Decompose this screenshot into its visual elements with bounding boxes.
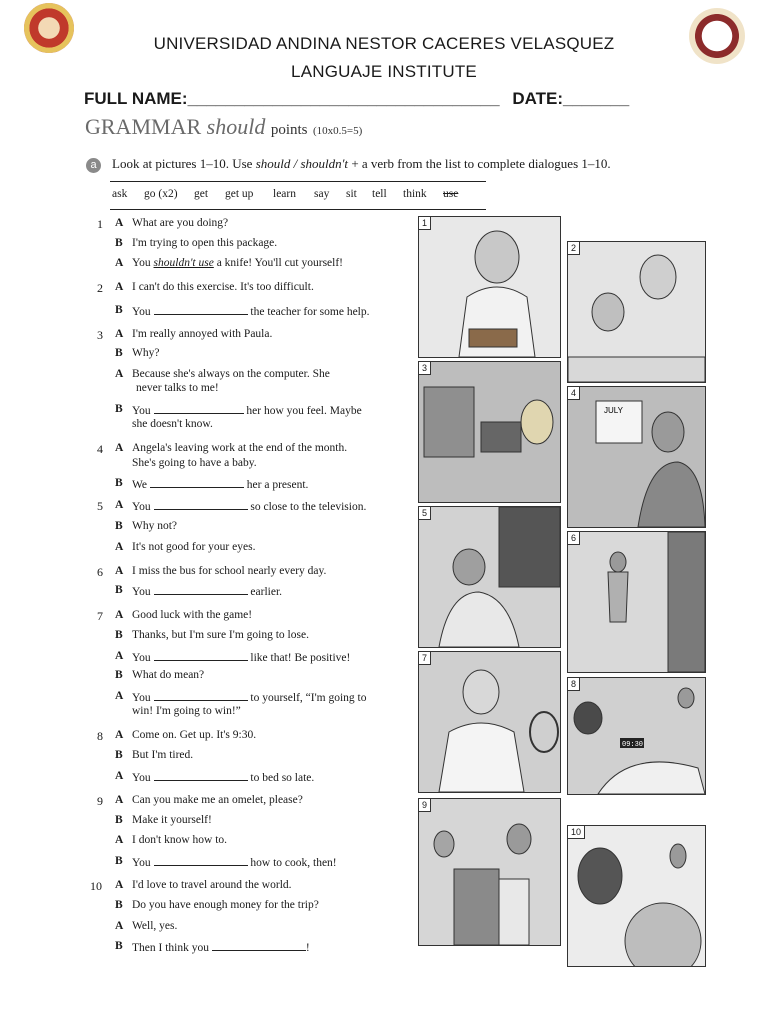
word-item: sit — [346, 188, 357, 200]
dialogue-number: 3 — [97, 328, 103, 342]
full-name-label: FULL NAME: — [84, 89, 188, 108]
dialogue-line: You like that! Be positive! — [132, 652, 351, 664]
speaker-b: B — [115, 347, 123, 359]
speaker-a: A — [115, 770, 124, 782]
dialogue-line: Come on. Get up. It's 9:30. — [132, 729, 257, 741]
answer-blank[interactable] — [154, 584, 248, 595]
word-item: get up — [225, 188, 254, 200]
dialogue-number: 7 — [97, 609, 103, 623]
dialogue-line: She's going to have a baby. — [132, 457, 257, 469]
answer-blank[interactable] — [154, 304, 248, 315]
dialogue-line: I'm really annoyed with Paula. — [132, 328, 273, 340]
picture-9 — [418, 798, 561, 946]
picture-label: 8 — [568, 678, 580, 691]
speaker-a: A — [115, 217, 124, 229]
speaker-a: A — [115, 499, 124, 511]
name-date-line — [84, 89, 629, 109]
picture-6 — [567, 531, 706, 673]
word-item: get — [194, 188, 209, 200]
dialogue-line: You the teacher for some help. — [132, 306, 370, 318]
exercise-badge: a — [86, 158, 101, 173]
answer-blank[interactable] — [154, 690, 248, 701]
speaker-a: A — [115, 609, 124, 621]
example-answer: shouldn't use — [153, 257, 214, 269]
word-item: go (x2) — [144, 188, 178, 200]
answer-blank[interactable] — [154, 770, 248, 781]
picture-7 — [418, 651, 561, 793]
dialogue-line: You earlier. — [132, 586, 283, 598]
girl-running-bus-illustration — [568, 532, 705, 672]
picture-label: 2 — [568, 242, 580, 255]
word-item: ask — [112, 188, 128, 200]
dialogue-line: Can you make me an omelet, please? — [132, 794, 303, 806]
speaker-a: A — [115, 442, 124, 454]
exercise-instruction — [112, 156, 611, 172]
word-list-box — [110, 181, 486, 210]
word-item: say — [314, 188, 330, 200]
speaker-a: A — [115, 650, 124, 662]
speaker-b: B — [115, 899, 123, 911]
speaker-b: B — [115, 304, 123, 316]
dialogue-line: I don't know how to. — [132, 834, 228, 846]
student-homework-illustration — [568, 242, 705, 382]
answer-blank[interactable] — [154, 650, 248, 661]
speaker-a: A — [115, 328, 124, 340]
dialogue-line: I'd love to travel around the world. — [132, 879, 292, 891]
dialogue-number: 1 — [97, 217, 103, 231]
speaker-b: B — [115, 477, 123, 489]
dialogue-number: 4 — [97, 442, 103, 456]
answer-blank[interactable] — [154, 855, 248, 866]
picture-label: 7 — [419, 652, 431, 665]
speaker-a: A — [115, 794, 124, 806]
dialogue-line: Well, yes. — [132, 920, 178, 932]
picture-1 — [418, 216, 561, 358]
boy-tennis-racket-illustration — [419, 652, 560, 792]
girl-watching-tv-illustration — [419, 507, 560, 647]
answer-blank[interactable] — [150, 477, 244, 488]
speaker-b: B — [115, 855, 123, 867]
dialogue-line: It's not good for your eyes. — [132, 541, 256, 553]
dialogue-line: What are you doing? — [132, 217, 229, 229]
speaker-a: A — [115, 920, 124, 932]
speaker-a: A — [115, 541, 124, 553]
speaker-a: A — [115, 879, 124, 891]
answer-blank[interactable] — [154, 403, 244, 414]
dialogue-line: Because she's always on the computer. She — [132, 368, 330, 380]
dialogue-line: Good luck with the game! — [132, 609, 253, 621]
dialogue-line: You shouldn't use a knife! You'll cut yourself! — [132, 257, 344, 269]
speaker-b: B — [115, 520, 123, 532]
calendar-month: JULY — [604, 406, 623, 415]
dialogue-number: 9 — [97, 794, 103, 808]
word-item: learn — [273, 188, 296, 200]
dialogue-line: You her how you feel. Maybe — [132, 405, 362, 417]
dialogue-number: 10 — [90, 879, 102, 893]
picture-label: 9 — [419, 799, 431, 812]
date-label: DATE: — [512, 89, 563, 108]
speaker-a: A — [115, 281, 124, 293]
speaker-b: B — [115, 749, 123, 761]
section-title — [85, 114, 362, 140]
university-name: UNIVERSIDAD ANDINA NESTOR CACERES VELASQUEZ — [153, 34, 615, 53]
picture-label: 5 — [419, 507, 431, 520]
speaker-b: B — [115, 940, 123, 952]
dialogue-line: You to bed so late. — [132, 772, 315, 784]
date-blank[interactable]: _______ — [563, 89, 630, 108]
dialogue-line: You to yourself, “I'm going to — [132, 692, 367, 704]
title-points-calc: (10x0.5=5) — [313, 125, 363, 137]
institute-name: LANGUAJE INSTITUTE — [291, 62, 477, 81]
boy-in-bed-illustration — [568, 678, 705, 794]
dialogue-line: You so close to the television. — [132, 501, 367, 513]
picture-8 — [567, 677, 706, 795]
dialogue-line: never talks to me! — [136, 382, 219, 394]
dialogue-line: But I'm tired. — [132, 749, 194, 761]
picture-5 — [418, 506, 561, 648]
picture-label: 4 — [568, 387, 580, 400]
word-item: think — [403, 188, 427, 200]
dialogue-line: Make it yourself! — [132, 814, 212, 826]
dialogue-line: We her a present. — [132, 479, 309, 491]
title-grammar: GRAMMAR — [85, 114, 202, 139]
dialogue-line: I miss the bus for school nearly every day. — [132, 565, 327, 577]
picture-label: 1 — [419, 217, 431, 230]
man-globe-illustration — [568, 826, 705, 966]
picture-10 — [567, 825, 706, 967]
speaker-a: A — [115, 257, 124, 269]
speaker-a: A — [115, 834, 124, 846]
dialogue-line: I can't do this exercise. It's too difficult. — [132, 281, 314, 293]
full-name-blank[interactable]: _________________________________ — [187, 89, 500, 108]
dialogue-number: 2 — [97, 281, 103, 295]
dialogue-line: Then I think you ! — [132, 942, 310, 954]
dialogue-line: Angela's leaving work at the end of the month. — [132, 442, 348, 454]
answer-blank[interactable] — [154, 499, 248, 510]
picture-label: 6 — [568, 532, 580, 545]
speaker-a: A — [115, 690, 124, 702]
instruction-text: Look at pictures 1–10. Use — [112, 156, 256, 171]
speaker-b: B — [115, 584, 123, 596]
instruction-text-end: + a verb from the list to complete dialogues 1–10. — [348, 156, 611, 171]
instruction-modal: should / shouldn't — [255, 156, 349, 171]
dialogue-number: 6 — [97, 565, 103, 579]
title-should: should — [206, 114, 266, 139]
clock-time: 09:30 — [622, 741, 644, 749]
dialogue-line: she doesn't know. — [132, 418, 213, 430]
speaker-a: A — [115, 729, 124, 741]
answer-blank[interactable] — [212, 940, 306, 951]
speaker-a: A — [115, 368, 124, 380]
word-item: tell — [372, 188, 387, 200]
dialogue-line: Do you have enough money for the trip? — [132, 899, 319, 911]
speaker-a: A — [115, 565, 124, 577]
dialogue-number: 5 — [97, 499, 103, 513]
speaker-b: B — [115, 237, 123, 249]
dialogue-line: What do mean? — [132, 669, 205, 681]
dialogue-line: I'm trying to open this package. — [132, 237, 278, 249]
dialogue-line: You how to cook, then! — [132, 857, 337, 869]
dialogue-line: win! I'm going to win!” — [132, 705, 241, 717]
dialogue-line: Thanks, but I'm sure I'm going to lose. — [132, 629, 309, 641]
speaker-b: B — [115, 814, 123, 826]
title-points: points — [270, 122, 308, 138]
speaker-b: B — [115, 629, 123, 641]
kitchen-stove-illustration — [419, 799, 560, 945]
boy-knife-package-illustration — [419, 217, 560, 357]
picture-label: 10 — [568, 826, 585, 839]
dialogue-number: 8 — [97, 729, 103, 743]
picture-label: 3 — [419, 362, 431, 375]
speaker-b: B — [115, 669, 123, 681]
picture-2 — [567, 241, 706, 383]
speaker-b: B — [115, 403, 123, 415]
dialogue-line: Why not? — [132, 520, 178, 532]
dialogue-line: Why? — [132, 347, 160, 359]
picture-3 — [418, 361, 561, 503]
word-item-used: use — [443, 188, 459, 200]
girl-computer-illustration — [419, 362, 560, 502]
picture-4 — [567, 386, 706, 528]
pregnant-woman-calendar-illustration — [568, 387, 705, 527]
